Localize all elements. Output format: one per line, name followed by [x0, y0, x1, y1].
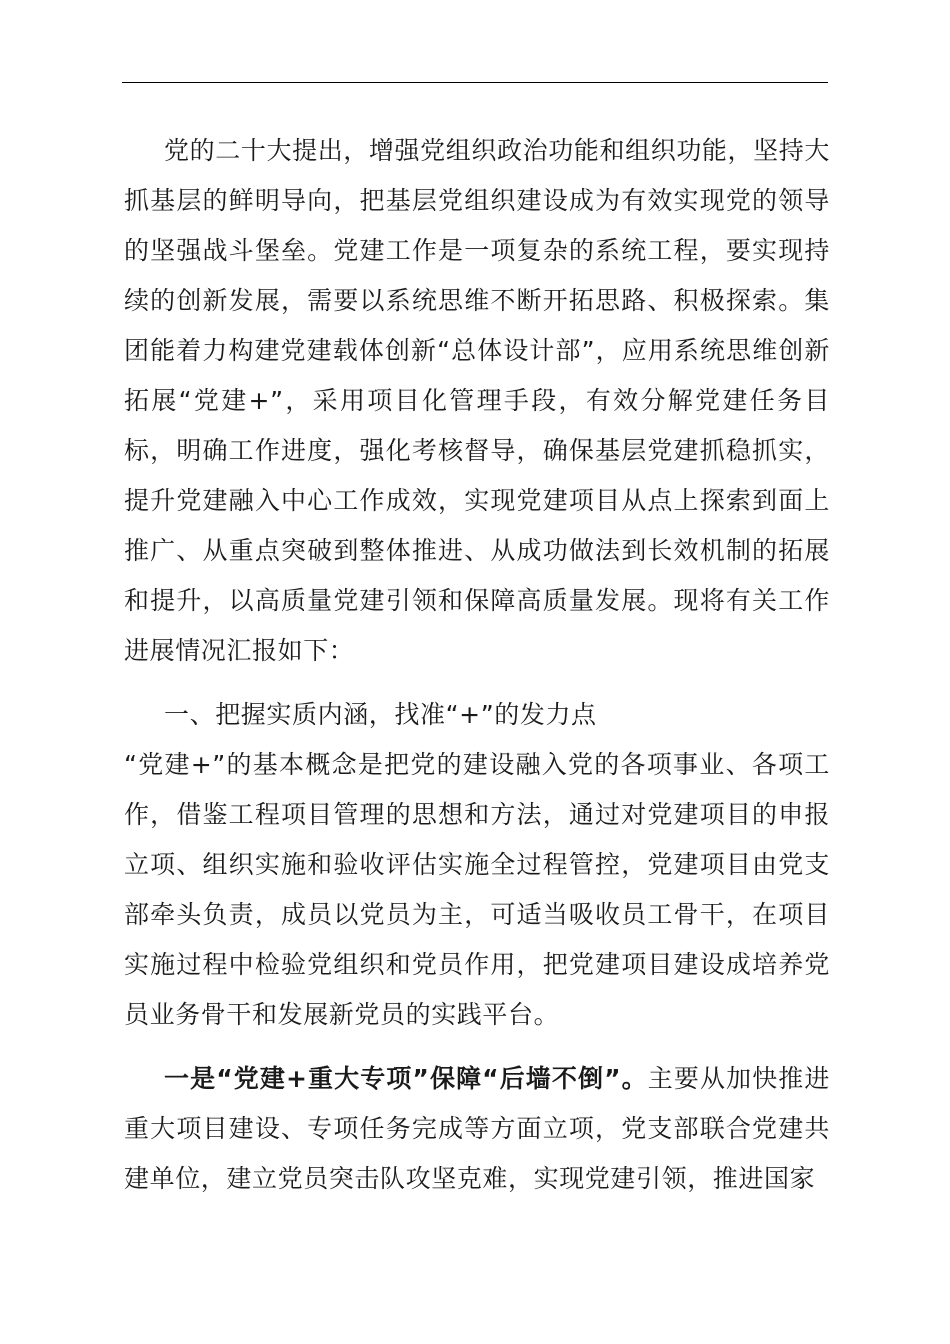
item-one-lead: 一是“党建+重大专项”保障“后墙不倒”。	[164, 1064, 648, 1093]
item-one-text: 主要从加快推进重大项目建设、专项任务完成等方面立项，党支部联合党建共建单位，建立党员突击队攻坚克难，实现党建引领，推进国家	[124, 1064, 831, 1193]
concept-paragraph: “党建+”的基本概念是把党的建设融入党的各项事业、各项工作，借鉴工程项目管理的思想和方法，通过对党建项目的申报立项、组织实施和验收评估实施全过程管控，党建项目由党支部牵头负责，成员以党员为主，可适当吸收员工骨干，在项目实施过程中检验党组织和党员作用，把党建项目建设成培养党员业务骨干和发展新党员的实践平台。	[124, 750, 830, 1029]
header-rule	[122, 82, 828, 83]
document-body	[124, 126, 830, 1204]
section-heading-1: 一、把握实质内涵，找准“+”的发力点	[164, 700, 597, 729]
intro-paragraph: 党的二十大提出，增强党组织政治功能和组织功能，坚持大抓基层的鲜明导向，把基层党组织建设成为有效实现党的领导的坚强战斗堡垒。党建工作是一项复杂的系统工程，要实现持续的创新发展，需要以系统思维不断开拓思路、积极探索。集团能着力构建党建载体创新“总体设计部”，应用系统思维创新拓展“党建+”，采用项目化管理手段，有效分解党建任务目标，明确工作进度，强化考核督导，确保基层党建抓稳抓实，提升党建融入中心工作成效，实现党建项目从点上探索到面上推广、从重点突破到整体推进、从成功做法到长效机制的拓展和提升，以高质量党建引领和保障高质量发展。现将有关工作进展情况汇报如下：	[124, 136, 830, 665]
item-one-paragraph	[124, 1054, 830, 1204]
